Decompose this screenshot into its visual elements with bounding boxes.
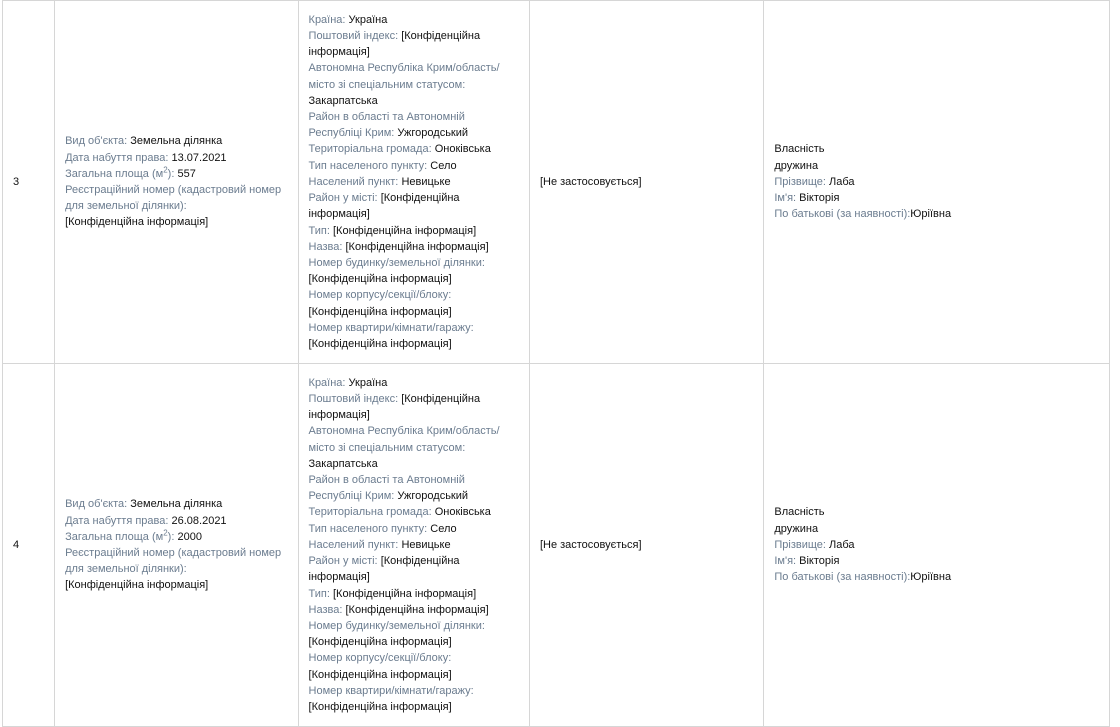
settlement-type-value: Село (430, 522, 457, 535)
value-cell: [Не застосовується] (529, 364, 763, 727)
object-cell (55, 1, 298, 364)
building-number-label: Номер корпусу/секції/блоку: (308, 289, 452, 302)
postal-code-value: [Конфіденційна інформація] (308, 393, 481, 422)
region-value: Закарпатська (308, 94, 378, 107)
acquisition-date-label: Дата набуття права: (65, 514, 169, 527)
community-value: Оноківська (434, 143, 491, 156)
first-name-value: Вікторія (799, 192, 840, 205)
community-value: Оноківська (434, 506, 491, 519)
house-number-value: [Конфіденційна інформація] (308, 636, 452, 649)
community-label: Територіальна громада: (308, 506, 432, 519)
owner-cell (764, 1, 1110, 364)
table-row (3, 1, 1110, 364)
settlement-type-label: Тип населеного пункту: (308, 522, 428, 535)
street-type-value: [Конфіденційна інформація] (333, 587, 477, 600)
surname-label: Прізвище: (774, 175, 826, 188)
value-cell: [Не застосовується] (529, 1, 763, 364)
house-number-value: [Конфіденційна інформація] (308, 273, 452, 286)
patronymic-label: По батькові (за наявності): (774, 208, 911, 221)
surname-value: Лаба (829, 538, 855, 551)
row-number: 4 (3, 364, 55, 727)
building-number-value: [Конфіденційна інформація] (308, 668, 452, 681)
object-cell (55, 364, 298, 727)
area-value: 2000 (177, 530, 202, 543)
acquisition-date-value: 26.08.2021 (171, 514, 227, 527)
apartment-number-value: [Конфіденційна інформація] (308, 700, 452, 713)
district-label: Район в області та Автономній Республіці Крим: (308, 111, 465, 140)
patronymic-value: Юріївна (910, 571, 952, 584)
area-value: 557 (177, 167, 196, 180)
apartment-number-value: [Конфіденційна інформація] (308, 337, 452, 350)
registration-number-label: Реєстраційний номер (кадастровий номер для земельної ділянки): (65, 547, 282, 576)
registration-number-label: Реєстраційний номер (кадастровий номер для земельної ділянки): (65, 184, 282, 213)
country-value: Україна (348, 376, 388, 389)
address-cell (298, 1, 529, 364)
street-name-label: Назва: (308, 603, 343, 616)
surname-label: Прізвище: (774, 538, 826, 551)
district-value: Ужгородський (397, 127, 469, 140)
street-name-value: [Конфіденційна інформація] (345, 240, 489, 253)
registration-number-value: [Конфіденційна інформація] (65, 216, 209, 229)
postal-code-label: Поштовий індекс: (308, 393, 399, 406)
country-label: Країна: (308, 376, 346, 389)
house-number-label: Номер будинку/земельної ділянки: (308, 256, 485, 269)
settlement-value: Невицьке (401, 175, 451, 188)
settlement-label: Населений пункт: (308, 175, 399, 188)
patronymic-value: Юріївна (910, 208, 952, 221)
country-label: Країна: (308, 13, 346, 26)
street-type-label: Тип: (308, 587, 330, 600)
city-district-label: Район у місті: (308, 192, 378, 205)
country-value: Україна (348, 13, 388, 26)
table-row (3, 364, 1110, 727)
community-label: Територіальна громада: (308, 143, 432, 156)
street-name-value: [Конфіденційна інформація] (345, 603, 489, 616)
building-number-label: Номер корпусу/секції/блоку: (308, 652, 452, 665)
owner-cell (764, 364, 1110, 727)
object-type-label: Вид об'єкта: (65, 135, 128, 148)
object-type-label: Вид об'єкта: (65, 498, 128, 511)
acquisition-date-label: Дата набуття права: (65, 151, 169, 164)
object-type-value: Земельна ділянка (130, 135, 223, 148)
house-number-label: Номер будинку/земельної ділянки: (308, 619, 485, 632)
row-number: 3 (3, 1, 55, 364)
apartment-number-label: Номер квартири/кімнати/гаражу: (308, 321, 474, 334)
patronymic-label: По батькові (за наявності): (774, 571, 911, 584)
surname-value: Лаба (829, 175, 855, 188)
first-name-label: Ім'я: (774, 192, 797, 205)
district-value: Ужгородський (397, 490, 469, 503)
city-district-value: [Конфіденційна інформація] (308, 192, 460, 221)
address-cell (298, 364, 529, 727)
district-label: Район в області та Автономній Республіці Крим: (308, 474, 465, 503)
street-name-label: Назва: (308, 240, 343, 253)
street-type-label: Тип: (308, 224, 330, 237)
settlement-type-label: Тип населеного пункту: (308, 159, 428, 172)
registration-number-value: [Конфіденційна інформація] (65, 579, 209, 592)
area-label: Загальна площа $(м^2)$: (65, 165, 175, 180)
right-type: Власність (774, 143, 825, 156)
first-name-value: Вікторія (799, 555, 840, 568)
region-label: Автономна Республіка Крим/область/місто зі спеціальним статусом: (308, 62, 500, 91)
right-type: Власність (774, 506, 825, 519)
city-district-label: Район у місті: (308, 555, 378, 568)
building-number-value: [Конфіденційна інформація] (308, 305, 452, 318)
first-name-label: Ім'я: (774, 555, 797, 568)
owner-relation: дружина (774, 522, 819, 535)
city-district-value: [Конфіденційна інформація] (308, 555, 460, 584)
settlement-value: Невицьке (401, 538, 451, 551)
owner-relation: дружина (774, 159, 819, 172)
acquisition-date-value: 13.07.2021 (171, 151, 227, 164)
area-label: Загальна площа $(м^2)$: (65, 528, 175, 543)
settlement-type-value: Село (430, 159, 457, 172)
postal-code-label: Поштовий індекс: (308, 30, 399, 43)
settlement-label: Населений пункт: (308, 538, 399, 551)
apartment-number-label: Номер квартири/кімнати/гаражу: (308, 684, 474, 697)
street-type-value: [Конфіденційна інформація] (333, 224, 477, 237)
object-type-value: Земельна ділянка (130, 498, 223, 511)
region-value: Закарпатська (308, 457, 378, 470)
declaration-table (2, 0, 1110, 727)
region-label: Автономна Республіка Крим/область/місто зі спеціальним статусом: (308, 425, 500, 454)
postal-code-value: [Конфіденційна інформація] (308, 30, 481, 59)
